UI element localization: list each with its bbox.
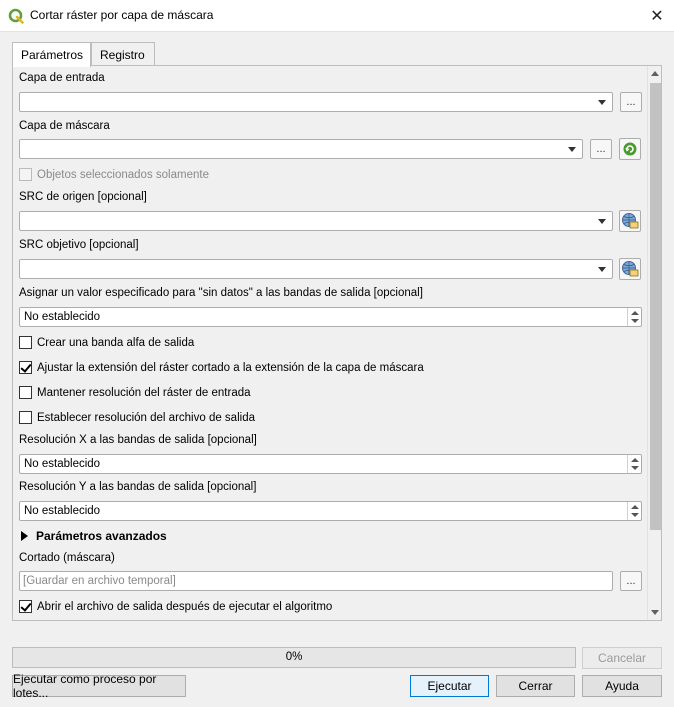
spinbox-arrows[interactable] xyxy=(627,308,641,326)
run-button[interactable]: Ejecutar xyxy=(410,675,489,697)
selected-only-checkbox[interactable] xyxy=(19,168,209,181)
close-icon[interactable]: ✕ xyxy=(650,8,664,25)
checkbox-label: Mantener resolución del ráster de entrada xyxy=(37,386,251,399)
title-bar xyxy=(0,0,674,32)
checkbox-box xyxy=(19,386,32,399)
scroll-down-icon[interactable] xyxy=(651,610,659,615)
chevron-down-icon xyxy=(568,147,576,152)
tab-label: Parámetros xyxy=(21,48,84,62)
tab-label: Registro xyxy=(100,47,145,62)
scroll-thumb[interactable] xyxy=(650,83,661,530)
chevron-down-icon xyxy=(598,219,606,224)
output-browse-button[interactable]: ... xyxy=(620,571,642,591)
cancel-button[interactable]: Cancelar xyxy=(582,647,662,669)
checkbox-label: Objetos seleccionados solamente xyxy=(37,168,209,181)
output-field[interactable] xyxy=(19,571,613,591)
keep-resolution-checkbox[interactable] xyxy=(19,386,251,399)
spinbox-value: No establecido xyxy=(24,311,101,323)
checkbox-box xyxy=(19,411,32,424)
help-button[interactable]: Ayuda xyxy=(582,675,662,697)
input-layer-combo[interactable] xyxy=(19,92,613,112)
mask-layer-combo[interactable] xyxy=(19,139,583,159)
nodata-spinbox[interactable] xyxy=(19,307,642,327)
tab-registro[interactable] xyxy=(91,42,155,66)
checkbox-label: Establecer resolución del archivo de salida xyxy=(37,411,255,424)
progress-bar xyxy=(12,647,576,668)
iterate-button[interactable] xyxy=(619,138,641,160)
chevron-down-icon xyxy=(598,267,606,272)
expand-triangle-icon xyxy=(21,531,28,541)
vertical-scrollbar[interactable] xyxy=(647,66,662,620)
mask-layer-label: Capa de máscara xyxy=(19,120,110,132)
input-layer-browse-button[interactable]: ... xyxy=(620,92,642,112)
x-res-label: Resolución X a las bandas de salida [opcional] xyxy=(19,434,257,446)
progress-text: 0% xyxy=(285,651,303,663)
output-placeholder: [Guardar en archivo temporal] xyxy=(23,575,176,587)
src-target-combo[interactable] xyxy=(19,259,613,279)
y-res-label: Resolución Y a las bandas de salida [opcional] xyxy=(19,481,257,493)
x-res-spinbox[interactable] xyxy=(19,454,642,474)
mask-layer-browse-button[interactable]: ... xyxy=(590,139,612,159)
advanced-label: Parámetros avanzados xyxy=(36,529,167,543)
spinbox-arrows[interactable] xyxy=(627,502,641,520)
src-source-label: SRC de origen [opcional] xyxy=(19,191,147,203)
open-output-checkbox[interactable] xyxy=(19,600,332,613)
chevron-down-icon xyxy=(598,100,606,105)
checkbox-label: Crear una banda alfa de salida xyxy=(37,336,195,349)
checkbox-label: Abrir el archivo de salida después de ejecutar el algoritmo xyxy=(37,600,333,613)
batch-process-button[interactable]: Ejecutar como proceso por lotes... xyxy=(12,675,186,697)
scroll-up-icon[interactable] xyxy=(651,71,659,76)
checkbox-label: Ajustar la extensión del ráster cortado a la extensión de la capa de máscara xyxy=(37,361,424,374)
spinbox-value: No establecido xyxy=(24,458,101,470)
checkbox-box xyxy=(19,336,32,349)
src-source-select-button[interactable] xyxy=(619,210,641,232)
set-resolution-checkbox[interactable] xyxy=(19,411,255,424)
checkbox-box xyxy=(19,361,32,374)
spinbox-value: No establecido xyxy=(24,505,101,517)
tab-parametros[interactable] xyxy=(12,42,91,67)
spinbox-arrows[interactable] xyxy=(627,455,641,473)
output-label: Cortado (máscara) xyxy=(19,552,115,564)
checkbox-box xyxy=(19,168,32,181)
src-source-combo[interactable] xyxy=(19,211,613,231)
globe-crs-icon xyxy=(621,260,639,278)
crop-extent-checkbox[interactable] xyxy=(19,361,424,374)
close-button[interactable]: Cerrar xyxy=(496,675,575,697)
input-layer-label: Capa de entrada xyxy=(19,72,105,84)
qgis-logo-icon xyxy=(8,8,24,24)
checkbox-box xyxy=(19,600,32,613)
parameters-panel xyxy=(12,65,662,621)
y-res-spinbox[interactable] xyxy=(19,501,642,521)
nodata-label: Asignar un valor especificado para "sin datos" a las bandas de salida [opcional] xyxy=(19,287,423,299)
advanced-params-toggle[interactable] xyxy=(21,529,167,543)
refresh-icon xyxy=(622,141,638,157)
globe-crs-icon xyxy=(621,212,639,230)
src-target-select-button[interactable] xyxy=(619,258,641,280)
window-title: Cortar ráster por capa de máscara xyxy=(30,8,214,22)
src-target-label: SRC objetivo [opcional] xyxy=(19,239,139,251)
alpha-band-checkbox[interactable] xyxy=(19,336,194,349)
